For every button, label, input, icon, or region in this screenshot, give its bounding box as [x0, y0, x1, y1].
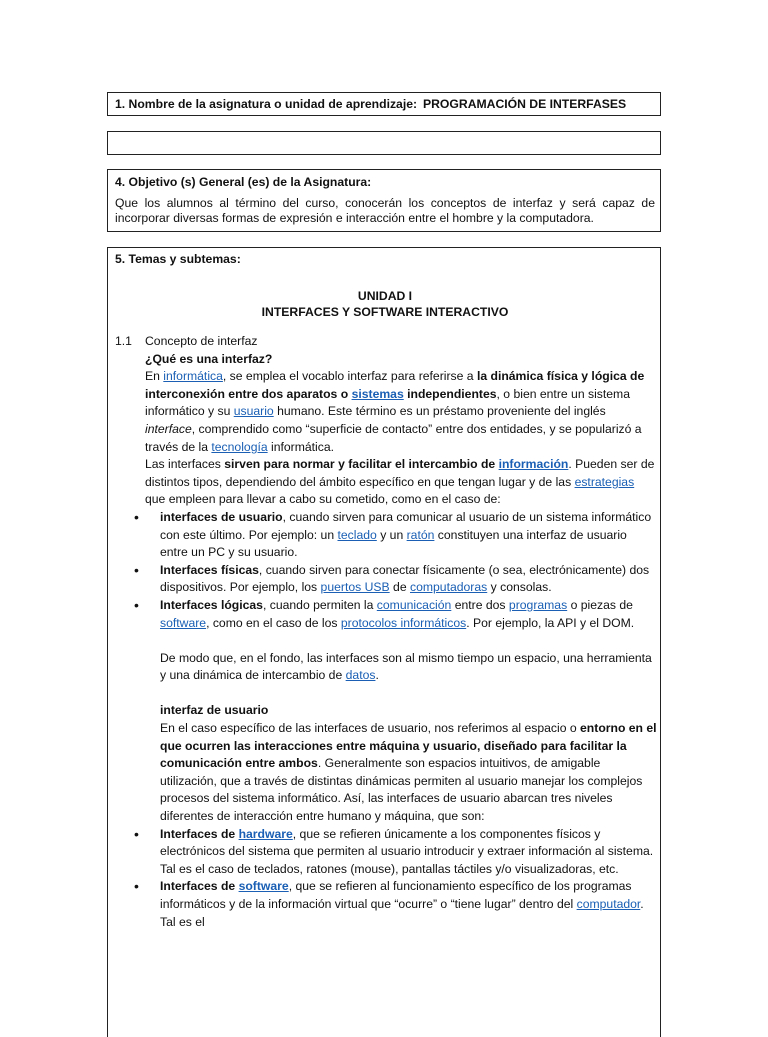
link-informacion[interactable]: información	[498, 457, 569, 472]
unit-title: UNIDAD I	[357, 289, 413, 303]
link-tecnologia[interactable]: tecnología	[211, 439, 268, 454]
objective-heading: 4. Objetivo (s) General (es) de la Asignatura:	[115, 175, 372, 189]
link-usuario[interactable]: usuario	[233, 404, 274, 419]
subject-name-label: 1. Nombre de la asignatura o unidad de aprendizaje:	[115, 97, 418, 111]
objective-box	[107, 169, 661, 232]
link-programas[interactable]: programas	[508, 597, 568, 612]
link-comunicacion[interactable]: comunicación	[376, 597, 452, 612]
link-software-2[interactable]: software	[238, 879, 289, 894]
list-item: • Interfaces de hardware, que se refieren únicamente a los componentes físicos y electrónicos del sistema que permiten al usuario introducir y extraer información al sistema. Tal es el caso de teclados, ratones (mouse), pantallas táctiles y/o visualizadoras, etc.	[145, 826, 657, 879]
topic-number: 1.1	[115, 334, 132, 348]
link-software[interactable]: software	[160, 615, 207, 630]
link-estrategias[interactable]: estrategias	[574, 474, 635, 489]
topic-title: Concepto de interfaz	[145, 334, 258, 348]
link-computador[interactable]: computador	[576, 897, 641, 911]
empty-box	[107, 131, 661, 155]
list-item: • Interfaces de software, que se refieren al funcionamiento específico de los programas informáticos y de la información virtual que “ocurre” o “tiene lugar” dentro del computador. Tal es el	[145, 878, 657, 931]
paragraph-2: Las interfaces sirven para normar y facilitar el intercambio de información. Pueden ser de distintos tipos, dependiendo del ámbito específico en que tengan lugar y de las estrategias que empleen para llevar a cabo su cometido, como en el caso de:	[145, 457, 655, 507]
topics-box	[107, 247, 661, 1037]
list-item: • Interfaces físicas, cuando sirven para conectar físicamente (o sea, electrónicamente) dos dispositivos. Por ejemplo, los puertos USB de computadoras y consolas.	[145, 562, 657, 597]
topic-content	[145, 333, 657, 931]
link-protocolos[interactable]: protocolos informáticos	[340, 615, 467, 630]
link-datos[interactable]: datos	[345, 668, 376, 683]
subject-name-box	[107, 92, 661, 116]
list-item: • interfaces de usuario, cuando sirven para comunicar al usuario de un sistema informático con este último. Por ejemplo: un teclado y un ratón constituyen una interfaz de usuario entre un PC y su usuario.	[145, 509, 657, 562]
question-heading: ¿Qué es una interfaz?	[145, 351, 273, 366]
link-computadoras[interactable]: computadoras	[410, 580, 488, 595]
paragraph-4: En el caso específico de las interfaces de usuario, nos referimos al espacio o entorno en el que ocurren las interacciones entre máquina y usuario, diseñado para facilitar la comunicación entre ambos. Generalmente son espacios intuitivos, de amigable utilización, que a través de distintas dinámicas permiten al usuario manejar los complejos procesos del sistema informático. Así, las interfaces de usuario abarcan tres niveles diferentes de interacción entre humano y máquina, que son:	[160, 721, 657, 824]
paragraph-1: En informática, se emplea el vocablo interfaz para referirse a la dinámica física y lógica de interconexión entre dos aparatos o sistemas independientes, o bien entre un sistema informático y su usuario humano. Este término es un préstamo proveniente del inglés interface, comprendido como “superficie de contacto” entre dos entidades, y se popularizó a través de la tecnología informática.	[145, 369, 645, 454]
paragraph-3: De modo que, en el fondo, las interfaces son al mismo tiempo un espacio, una herramienta y una dinámica de intercambio de datos.	[160, 650, 652, 683]
link-puertos-usb[interactable]: puertos USB	[320, 580, 390, 595]
link-raton[interactable]: ratón	[406, 527, 435, 542]
link-hardware[interactable]: hardware	[238, 826, 293, 841]
link-teclado[interactable]: teclado	[337, 527, 377, 542]
objective-text: Que los alumnos al término del curso, conocerán los conceptos de interfaz y será capaz de incorporar diversas formas de expresión e interacción entre el hombre y la computadora.	[115, 196, 655, 225]
topics-heading: 5. Temas y subtemas:	[115, 252, 241, 266]
list-item: • Interfaces lógicas, cuando permiten la comunicación entre dos programas o piezas de software, como en el caso de los protocolos informáticos. Por ejemplo, la API y el DOM.	[145, 597, 657, 632]
subject-name-value: PROGRAMACIÓN DE INTERFASES	[423, 97, 627, 111]
unit-subtitle: INTERFACES Y SOFTWARE INTERACTIVO	[261, 305, 509, 319]
link-sistemas[interactable]: sistemas	[351, 386, 404, 401]
subheading-user-interface: interfaz de usuario	[160, 703, 269, 718]
link-informatica[interactable]: informática	[163, 369, 223, 384]
